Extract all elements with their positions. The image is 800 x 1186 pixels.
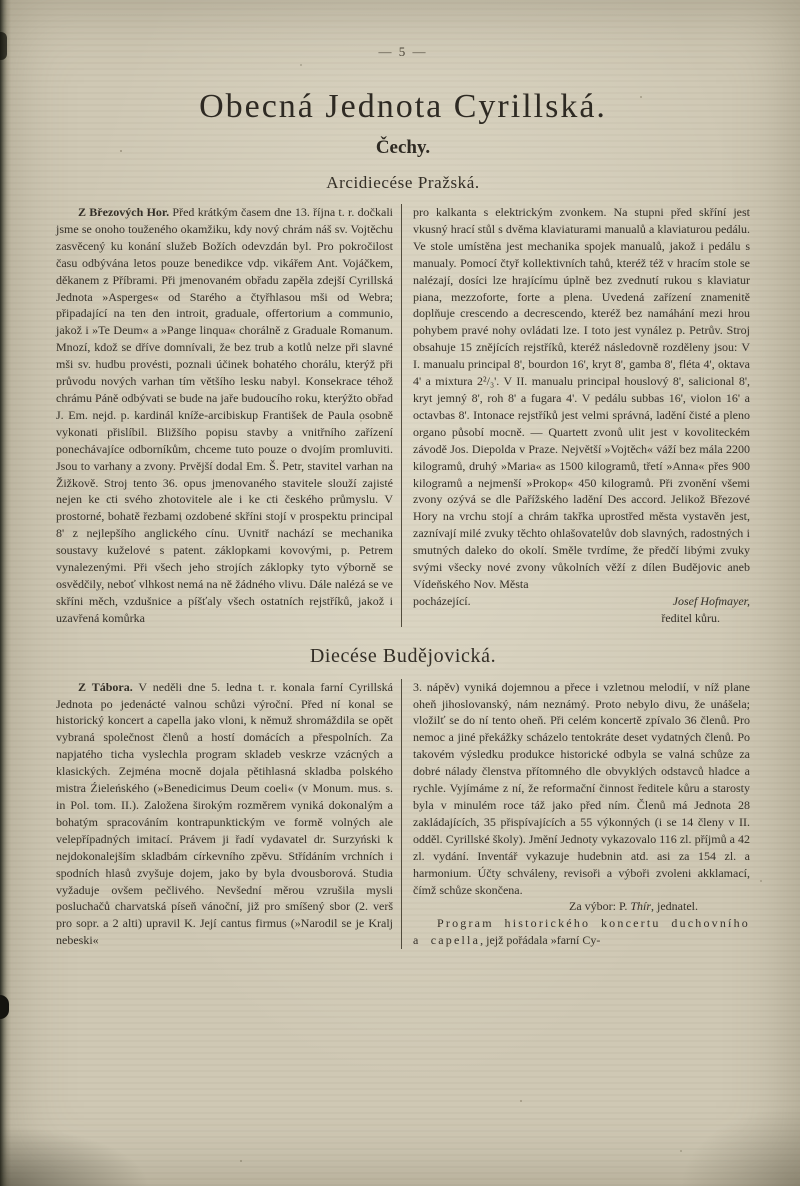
committee-line — [413, 898, 750, 915]
page-title: Obecná Jednota Cyrillská. — [199, 88, 607, 125]
article-lead-tabora: Z Tábora. — [78, 679, 133, 694]
article-body: V neděli dne 5. ledna t. r. konala farní Cyrillská Jednota po jedenácté valnou schůzi výroční. Před ní konal se historický koncert a capella jako vloni, k němuž shromáždila se opět vybraná společnost členů a hostí domácích a přespolních. Za napjatého ticha vyslechla program skladeb veskrze vzácných a klasických. Zejména mocně dojala pětihlasná skladba polského mistra Źieleńského (»Benedicimus Deum coeli« (v Monum. mus. s. in Pol. tom. II.). Založena širokým rozměrem vyniká dokonalým a bohatým spracováním kontrapunktickým ve formě volných ale velepřípadných imitací. Právem ji řadí vydavatel dr. Surzyński k nejdokonalejším skladbám církevního zpěvu. Střídáním vrchních i spodních hlasů zvyšuje dojem, jako by byla dvousborová. Studia vyžaduje ovšem pečlivého. Nevšední měrou vzrušila mysli posluchačů charvatská píseň vánoční, již pro smíšený sbor (2. verš pro sopr. a 2 alti) upravil K. Její cantus firmus (»Narodil se je Kralj nebeski« — [56, 679, 393, 948]
section-heading-prague: Arcidiecése Pražská. — [326, 173, 480, 192]
committee-suffix: , jednatel. — [651, 899, 698, 914]
signature-role: ředitel kůru. — [661, 610, 720, 625]
region-title: Čechy. — [375, 137, 431, 158]
page-number: — 5 — — [378, 44, 428, 59]
section-heading-budejovice: Diecése Budějovická. — [309, 644, 497, 667]
paragraph — [56, 204, 393, 627]
paragraph-continuation: pro kalkanta s elektrickým zvonkem. Na stupni před skříní jest vkusný hrací stůl s dvěma klaviaturami manualů a klaviaturou pedálu. Ve stole umístěna jest mechanika spojek manualů, jakož i pedálu s manualy. Pomocí čtyř kollektivních tahů, kteréž též v hracím stole se nalézají, dosíci lze hrajícímu úplně bez zvednutí rukou s klaviatur piana, mezzoforte, forte a plena. Uvedená zařízení znamenitě doplňuje crescendo a decrescendo, kteréž bez namáhání mezi hrou pohybem pravé nohy ovládati lze. I toto jest vynález p. Petrův. Stroj obsahuje 15 znějících rejstříků, kteréž následovně rozděleny jsou: V I. manualu principal 8', bourdon 16', kryt 8', gamba 8', fléta 4', oktava 4' a mixtura 2²/₃'. V II. manualu principal houslový 8', salicional 8', kryt jemný 8', roh 8' a fugara 4'. V pedálu subbas 16', violon 16' a octavbas 8'. Intonace rejstříků jest velmi správná, ladění čisté a pleno organo působí mocně. — Quartett zvonů ulit jest v kovoliteckém závodě Jos. Diepolda v Praze. Největší »Vojtěch« váží bez mála 2200 kilogramů, druhý »Maria« as 1500 kilogramů, třetí »Anna« přes 900 kilogramů a nejmenší »Prokop« 450 kilogramů. Při zvonění všemi zvony ozývá se dle Pařížského ladění Des accord. Jelikož Březové Hory na vrchu stojí a chrám takřka uprostřed města vystavěn jest, zaznívají milé zvuky těchto ohlašovatelův dob slavných, radostných i smutných daleko do okolí. Směle tvrdíme, že předčí libými zvuky svými všecky nové zvony vůkolních věží z dílen Budějovic aneb Vídeňského Nov. Města — [413, 205, 750, 591]
signature-line — [413, 593, 750, 610]
budejovice-column-left — [56, 679, 401, 950]
article-lead-brezove-hory: Z Březových Hor. — [78, 205, 170, 219]
article-body: Před krátkým časem dne 13. října t. r. dočkali jsme se onoho touženého okamžiku, kdy nový chrám náš sv. Vojtěchu zasvěcený ku konání služeb Božích odevzdán byl. Pro pokročilost času odbývána letos pouze benedikce vdp. vikářem Ant. Vojáčkem, děkanem z Příbrami. Při jmenovaném obřadu zapěla zdejší Cyrillská Jednota »Asperges« od Starého a čtyřhlasou mši od Webra; připadající na ten den introit, graduale, offertorium a communio, jakož i »Te Deum« a »Pange linqua« chorálně z Graduale Romanum. Mnozí, kdož se dříve domnívali, že bez trub a kotlů nelze při slavné mši sv. hudbu provésti, poznali účinek bohatého chorálu, kterýž při průvodu nových varhan tím většího lesku nabyl. Konsekrace téhož chrámu Páně odbývati se bude na jaře budoucího roku, kterýžto obřad J. Em. nejd. p. kardinál kníže-arcibiskup František de Paula osobně vykonati přislíbil. Bližšího popisu stavby a vnitřního zařízení ponechávajíce odborníkům, chceme tuto pouze o dvojím promluviti. Jsou to varhany a zvony. Prvější dodal Em. Š. Petr, stavitel varhan na Žižkově. Stroj tento 36. opus jmenovaného stavitele slouží zajisté nejen ke cti svého zhotovitele ale i ke cti českého průmyslu. V prostorné, bohatě řezbami ozdobené skříni stojí v prospektu principal 8' z nejlepšího anglického cínu. Uvnitř nachází se mechanika soustavy kuželové s patent. záklopkami kovovými, p. Petrem vynalezenými. Při všech jeho strojích záklopky tyto výborně se osvědčily, neboť vlhkost nemá na ně žádného vlivu. Dále nalézá se ve skříni měch, vzdušnice a píšťaly všech ostatních rejstříků, jakož i uzavřená komůrka — [56, 205, 393, 625]
prague-column-right — [402, 204, 750, 627]
section-prague-columns — [56, 204, 750, 627]
program-paragraph — [413, 915, 750, 949]
paragraph — [56, 679, 393, 950]
signature-name: Josef Hofmayer, — [672, 593, 750, 608]
section-budejovice-columns — [56, 679, 750, 950]
program-spaced-text: Program historického koncertu duchovního a capella — [413, 916, 750, 948]
budejovice-column-right — [402, 679, 750, 950]
paragraph-last-word: pocházející. — [413, 593, 471, 608]
program-rest-text: , jejž pořádala »farní Cy- — [480, 933, 601, 948]
paragraph-continuation: 3. nápěv) vyniká dojemnou a přece i vzletnou melodií, v níž plane oheň jihoslovanský, nám neznámý. Proto nebylo divu, že unášela; vložilť se do ní tento oheň. Při celém koncertě zpívalo 36 členů. Pro nemoc a jiné překážky scházelo tentokráte deset vydatných členů. Po takovém výsledku produkce historické odbyla se valná schůze za dobré nálady členstva přítomného dle obvyklých odstavců hladce a rychle. Vyjímáme z ní, že reformační činnost ředitele kůru a starosty byla v minulém roce táž jako před ním. Členů má Jednota 28 zakládajících, 35 přispívajících a 55 výkonných (i se 14 členy v II. odděl. Cyrillské školy). Jmění Jednoty vykazovalo 116 zl. příjmů a 42 zl. vydání. Inventář vykazuje hudebnin atd. asi za 154 zl. a harmonium. Účty schváleny, revisoři a výboři zvoleni akklamací, čímž schůze skončena. — [413, 679, 750, 897]
prague-column-left — [56, 204, 401, 627]
committee-name: Thír — [630, 899, 652, 914]
committee-prefix: Za výbor: P. — [568, 899, 631, 914]
